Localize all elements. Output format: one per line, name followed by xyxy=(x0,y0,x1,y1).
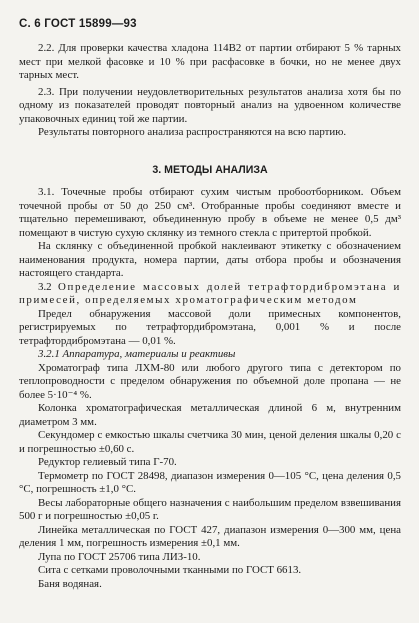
item-stopwatch: Секундомер с емкостью шкалы счетчика 30 мин, ценой деления шкалы 0,20 с и погрешностью ±0,60 с. xyxy=(19,429,401,455)
item-chromatograph: Хроматограф типа ЛХМ-80 или любого другого типа с детектором по теплопроводности с пределом обнаружения по объемной доле пропана — не более 5·10⁻⁴ %. xyxy=(19,361,401,401)
item-scales: Весы лабораторные общего назначения с наибольшим пределом взвешивания 500 г и погрешностью ±0,05 г. xyxy=(19,496,401,522)
paragraph-repeat-results: Результаты повторного анализа распространяются на всю партию. xyxy=(38,126,347,138)
item-water-bath: Баня водяная. xyxy=(38,577,102,590)
item-ruler: Линейка металлическая по ГОСТ 427, диапазон измерения 0—300 мм, цена деления 1 мм, погрешность измерения ±0,1 мм. xyxy=(19,523,401,549)
paragraph-3-2-number: 3.2 xyxy=(38,280,52,293)
page-header: С. 6 ГОСТ 15899—93 xyxy=(19,18,137,30)
item-column: Колонка хроматографическая металлическая длиной 6 м, внутренним диаметром 3 мм. xyxy=(19,402,401,428)
paragraph-label: На склянку с объединенной пробкой наклеивают этикетку с обозначением наименования продукта, номера партии, даты отбора пробы и обозначения настоящего стандарта. xyxy=(19,240,401,279)
paragraph-detection-limit: Предел обнаружения массовой доли примесных компонентов, регистрируемых по тетрафтордибромэтана, 0,001 % и после тетрафтордибромэтана — 0,01 %. xyxy=(19,307,401,347)
item-sieves: Сита с сетками проволочными тканными по ГОСТ 6613. xyxy=(38,564,302,576)
document-body xyxy=(19,42,401,591)
item-thermometer: Термометр по ГОСТ 28498, диапазон измерения 0—105 °С, цена деления 0,5 °С, погрешность ±1,0 °С. xyxy=(19,469,401,495)
section-title-methods: 3. МЕТОДЫ АНАЛИЗА xyxy=(152,163,268,176)
item-loupe: Лупа по ГОСТ 25706 типа ЛИЗ-10. xyxy=(38,550,201,563)
paragraph-3-2-heading xyxy=(19,281,401,308)
paragraph-3-2-1-heading: 3.2.1 Аппаратура, материалы и реактивы xyxy=(38,348,236,360)
item-reducer: Редуктор гелиевый типа Г-70. xyxy=(38,456,177,468)
paragraph-3-1: 3.1. Точечные пробы отбирают сухим чистым пробоотборником. Объем точечной пробы от 50 до 250 см³. Отобранные пробы соединяют вместе и тщательно перемешивают, объединенную пробу в объеме не менее 0,5 дм³ помещают в чистую сухую склянку из темного стекла с притертой пробкой. xyxy=(19,186,401,239)
paragraph-3-2-title: Определение массовых долей тетрафтордибромэтана и примесей, определяемых хроматографическим методом xyxy=(19,280,401,306)
paragraph-2-2: 2.2. Для проверки качества хладона 114В2 от партии отбирают 5 % тарных мест при мелкой фасовке и 10 % при расфасовке в бочки, но не менее двух тарных мест. xyxy=(19,42,401,81)
paragraph-2-3: 2.3. При получении неудовлетворительных результатов анализа хотя бы по одному из показателей проводят повторный анализ на удвоенном количестве упаковочных единиц той же партии. xyxy=(19,85,401,125)
